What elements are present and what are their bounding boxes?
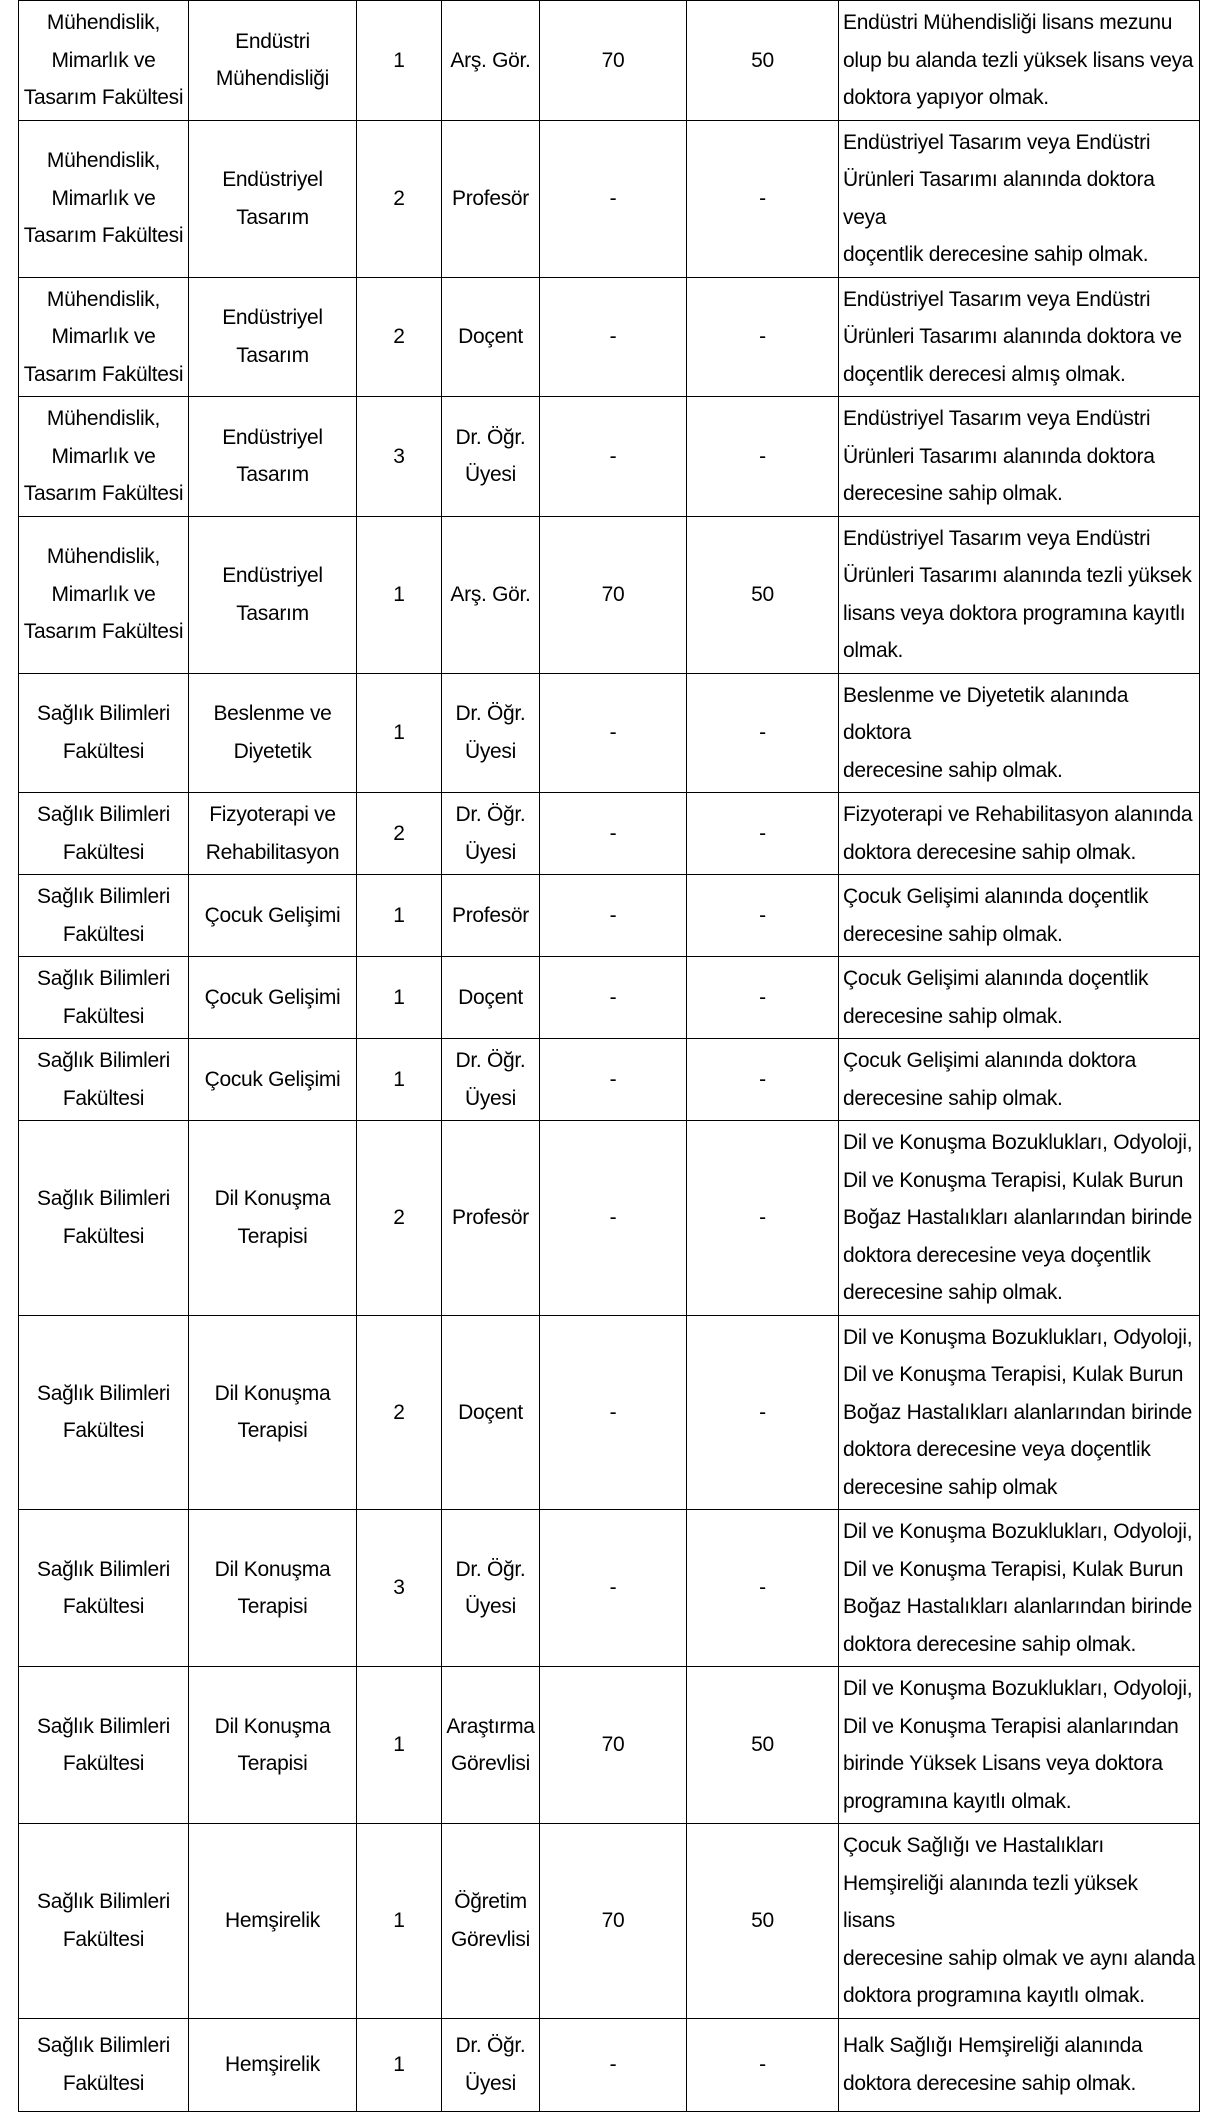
table-row xyxy=(19,1121,1200,1316)
language-score-text: - xyxy=(759,1400,766,1424)
table-body xyxy=(19,1,1200,2112)
ales-score-cell xyxy=(540,1,687,121)
faculty-text: Mühendislik, Mimarlık ve Tasarım Fakültesi xyxy=(23,287,184,386)
language-score-cell xyxy=(687,516,839,673)
department-text: Beslenme ve Diyetetik xyxy=(213,702,332,763)
academic-title-cell xyxy=(442,516,540,673)
language-score-cell xyxy=(687,793,839,875)
position-count-text: 3 xyxy=(393,444,405,468)
requirement-cell xyxy=(839,1039,1200,1121)
ales-score-text: - xyxy=(609,1206,617,1229)
faculty-text: Sağlık Bilimleri Fakültesi xyxy=(37,2034,170,2095)
position-count-cell xyxy=(357,673,442,793)
faculty-cell xyxy=(19,1667,189,1824)
language-score-cell xyxy=(687,1121,839,1316)
academic-title-text: Dr. Öğr. Üyesi xyxy=(455,2034,526,2095)
position-count-cell xyxy=(357,1121,442,1316)
position-count-text: 1 xyxy=(393,1067,405,1091)
academic-title-text: Dr. Öğr. Üyesi xyxy=(455,425,526,487)
table-row xyxy=(19,1824,1200,2019)
ales-score-text: 70 xyxy=(601,1909,625,1932)
ales-score-cell xyxy=(540,1510,687,1667)
requirement-text: Endüstri Mühendisliği lisans mezunu olup bu alanda tezli yüksek lisans veya doktora yapıyor olmak. xyxy=(843,11,1194,109)
faculty-cell xyxy=(19,793,189,875)
requirement-text: Endüstriyel Tasarım veya Endüstri Ürünleri Tasarımı alanında doktora veya doçentlik derecesine sahip olmak. xyxy=(843,130,1155,266)
ales-score-cell xyxy=(540,2018,687,2111)
language-score-text: 50 xyxy=(751,48,774,72)
academic-title-cell xyxy=(442,1,540,121)
language-score-cell xyxy=(687,957,839,1039)
faculty-cell xyxy=(19,1315,189,1510)
position-count-text: 1 xyxy=(393,582,405,606)
department-cell xyxy=(189,1667,357,1824)
table-row xyxy=(19,1,1200,121)
requirement-text: Endüstriyel Tasarım veya Endüstri Ürünleri Tasarımı alanında doktora ve doçentlik derecesi almış olmak. xyxy=(843,287,1182,386)
position-count-cell xyxy=(357,120,442,277)
department-text: Dil Konuşma Terapisi xyxy=(214,1714,331,1775)
position-count-text: 1 xyxy=(393,721,405,744)
faculty-cell xyxy=(19,875,189,957)
academic-title-cell xyxy=(442,1667,540,1824)
ales-score-cell xyxy=(540,957,687,1039)
department-text: Çocuk Gelişimi xyxy=(204,985,341,1009)
department-text: Endüstriyel Tasarım xyxy=(222,425,323,487)
position-count-text: 2 xyxy=(393,325,405,348)
language-score-text: - xyxy=(759,821,766,845)
requirement-text: Çocuk Gelişimi alanında doçentlik derecesine sahip olmak. xyxy=(843,967,1149,1028)
faculty-text: Sağlık Bilimleri Fakültesi xyxy=(37,885,170,946)
faculty-text: Mühendislik, Mimarlık ve Tasarım Fakültesi xyxy=(23,149,184,248)
table-row xyxy=(19,2018,1200,2111)
requirement-text: Dil ve Konuşma Bozuklukları, Odyoloji, Dil ve Konuşma Terapisi, Kulak Burun Boğaz Hastalıkları alanlarından birinde doktora derecesine veya doçentlik derecesine sahip olmak. xyxy=(843,1131,1193,1304)
requirement-cell xyxy=(839,1824,1200,2019)
language-score-cell xyxy=(687,1039,839,1121)
department-text: Hemşirelik xyxy=(224,1909,320,1932)
table-row xyxy=(19,516,1200,673)
faculty-text: Mühendislik, Mimarlık ve Tasarım Fakültesi xyxy=(23,407,184,505)
table-row xyxy=(19,1315,1200,1510)
position-count-text: 1 xyxy=(393,985,405,1009)
table-row xyxy=(19,120,1200,277)
academic-title-cell xyxy=(442,277,540,397)
position-count-cell xyxy=(357,875,442,957)
requirement-text: Çocuk Gelişimi alanında doçentlik derecesine sahip olmak. xyxy=(843,885,1149,946)
ales-score-text: - xyxy=(609,721,617,744)
academic-title-text: Dr. Öğr. Üyesi xyxy=(455,1557,526,1618)
position-count-cell xyxy=(357,1315,442,1510)
department-text: Dil Konuşma Terapisi xyxy=(214,1557,331,1618)
academic-title-text: Dr. Öğr. Üyesi xyxy=(455,1049,526,1110)
position-count-cell xyxy=(357,1667,442,1824)
academic-title-cell xyxy=(442,793,540,875)
faculty-cell xyxy=(19,1039,189,1121)
language-score-text: - xyxy=(759,444,766,468)
position-count-cell xyxy=(357,1,442,121)
ales-score-cell xyxy=(540,397,687,517)
department-cell xyxy=(189,2018,357,2111)
academic-title-text: Doçent xyxy=(458,1400,523,1424)
language-score-text: - xyxy=(759,721,766,744)
department-text: Çocuk Gelişimi xyxy=(204,903,341,927)
faculty-text: Mühendislik, Mimarlık ve Tasarım Fakültesi xyxy=(23,11,184,109)
requirement-cell xyxy=(839,1121,1200,1316)
language-score-cell xyxy=(687,120,839,277)
position-count-text: 1 xyxy=(393,48,405,72)
requirement-cell xyxy=(839,1,1200,121)
position-count-text: 2 xyxy=(393,821,405,845)
ales-score-cell xyxy=(540,1121,687,1316)
table-row xyxy=(19,957,1200,1039)
requirement-cell xyxy=(839,957,1200,1039)
academic-title-text: Doçent xyxy=(458,325,523,348)
position-count-cell xyxy=(357,1824,442,2019)
language-score-cell xyxy=(687,1510,839,1667)
department-cell xyxy=(189,793,357,875)
faculty-text: Sağlık Bilimleri Fakültesi xyxy=(37,702,170,763)
academic-title-text: Profesör xyxy=(452,186,529,210)
requirement-cell xyxy=(839,516,1200,673)
requirement-cell xyxy=(839,875,1200,957)
position-count-text: 1 xyxy=(393,1909,405,1932)
academic-title-cell xyxy=(442,397,540,517)
table-row xyxy=(19,793,1200,875)
requirement-text: Endüstriyel Tasarım veya Endüstri Ürünleri Tasarımı alanında tezli yüksek lisans veya doktora programına kayıtlı olmak. xyxy=(843,526,1192,662)
language-score-text: 50 xyxy=(751,1733,774,1757)
ales-score-text: - xyxy=(609,821,617,845)
department-cell xyxy=(189,397,357,517)
faculty-text: Sağlık Bilimleri Fakültesi xyxy=(37,1187,170,1248)
department-text: Endüstriyel Tasarım xyxy=(222,168,323,229)
ales-score-cell xyxy=(540,277,687,397)
table-row xyxy=(19,1039,1200,1121)
ales-score-cell xyxy=(540,1824,687,2019)
faculty-text: Sağlık Bilimleri Fakültesi xyxy=(37,803,170,864)
department-text: Dil Konuşma Terapisi xyxy=(214,1381,331,1443)
academic-title-cell xyxy=(442,1039,540,1121)
department-text: Fizyoterapi ve Rehabilitasyon xyxy=(205,803,340,864)
academic-title-cell xyxy=(442,120,540,277)
department-cell xyxy=(189,1121,357,1316)
department-text: Endüstri Mühendisliği xyxy=(215,29,330,91)
academic-title-text: Öğretim Görevlisi xyxy=(451,1890,530,1951)
faculty-cell xyxy=(19,397,189,517)
requirement-cell xyxy=(839,120,1200,277)
academic-title-cell xyxy=(442,1824,540,2019)
faculty-cell xyxy=(19,2018,189,2111)
language-score-text: - xyxy=(759,186,766,210)
position-count-text: 2 xyxy=(393,1400,405,1424)
language-score-text: - xyxy=(759,903,766,927)
academic-title-cell xyxy=(442,875,540,957)
academic-title-text: Arş. Gör. xyxy=(450,48,531,72)
position-count-text: 1 xyxy=(393,1733,405,1757)
academic-title-cell xyxy=(442,957,540,1039)
faculty-text: Sağlık Bilimleri Fakültesi xyxy=(37,1890,170,1951)
faculty-cell xyxy=(19,1121,189,1316)
language-score-text: - xyxy=(759,985,766,1009)
requirement-cell xyxy=(839,1315,1200,1510)
ales-score-text: - xyxy=(609,186,617,210)
position-count-text: 2 xyxy=(393,186,405,210)
academic-title-cell xyxy=(442,1315,540,1510)
language-score-text: 50 xyxy=(751,582,774,606)
position-count-text: 1 xyxy=(393,903,405,927)
language-score-text: - xyxy=(759,1067,766,1091)
language-score-cell xyxy=(687,397,839,517)
position-count-cell xyxy=(357,1510,442,1667)
language-score-cell xyxy=(687,1667,839,1824)
academic-title-text: Doçent xyxy=(458,985,523,1009)
faculty-cell xyxy=(19,1824,189,2019)
position-count-text: 1 xyxy=(393,2052,405,2076)
academic-title-text: Dr. Öğr. Üyesi xyxy=(455,702,526,763)
requirement-cell xyxy=(839,673,1200,793)
department-text: Hemşirelik xyxy=(224,2052,320,2076)
faculty-text: Sağlık Bilimleri Fakültesi xyxy=(37,1381,170,1443)
faculty-cell xyxy=(19,277,189,397)
requirement-text: Dil ve Konuşma Bozuklukları, Odyoloji, Dil ve Konuşma Terapisi, Kulak Burun Boğaz Hastalıkları alanlarından birinde doktora derecesine sahip olmak. xyxy=(843,1520,1193,1656)
department-cell xyxy=(189,1039,357,1121)
language-score-text: - xyxy=(759,2052,766,2076)
faculty-text: Sağlık Bilimleri Fakültesi xyxy=(37,1714,170,1775)
faculty-cell xyxy=(19,1,189,121)
department-text: Endüstriyel Tasarım xyxy=(222,306,323,367)
faculty-cell xyxy=(19,673,189,793)
department-cell xyxy=(189,957,357,1039)
ales-score-text: 70 xyxy=(601,1733,625,1757)
requirement-cell xyxy=(839,397,1200,517)
position-count-cell xyxy=(357,277,442,397)
position-count-cell xyxy=(357,793,442,875)
position-count-text: 3 xyxy=(393,1576,405,1600)
ales-score-text: - xyxy=(609,1067,617,1091)
academic-title-text: Profesör xyxy=(452,1206,529,1229)
academic-title-cell xyxy=(442,673,540,793)
ales-score-text: - xyxy=(609,1576,617,1600)
language-score-cell xyxy=(687,277,839,397)
table-row xyxy=(19,277,1200,397)
language-score-cell xyxy=(687,673,839,793)
ales-score-cell xyxy=(540,1315,687,1510)
position-count-cell xyxy=(357,2018,442,2111)
requirement-cell xyxy=(839,1510,1200,1667)
table-row xyxy=(19,397,1200,517)
department-cell xyxy=(189,120,357,277)
ales-score-cell xyxy=(540,1667,687,1824)
academic-title-cell xyxy=(442,1121,540,1316)
table-row xyxy=(19,1667,1200,1824)
department-text: Dil Konuşma Terapisi xyxy=(214,1187,331,1248)
position-count-cell xyxy=(357,957,442,1039)
department-cell xyxy=(189,673,357,793)
academic-title-text: Arş. Gör. xyxy=(450,582,531,606)
table-row xyxy=(19,1510,1200,1667)
requirement-cell xyxy=(839,2018,1200,2111)
ales-score-cell xyxy=(540,120,687,277)
ales-score-text: - xyxy=(609,985,617,1009)
language-score-cell xyxy=(687,2018,839,2111)
faculty-text: Sağlık Bilimleri Fakültesi xyxy=(37,1049,170,1110)
language-score-cell xyxy=(687,1824,839,2019)
department-cell xyxy=(189,1510,357,1667)
language-score-cell xyxy=(687,1,839,121)
staff-positions-table-page xyxy=(18,0,1199,2112)
language-score-cell xyxy=(687,875,839,957)
language-score-text: - xyxy=(759,325,766,348)
position-count-cell xyxy=(357,397,442,517)
requirement-cell xyxy=(839,1667,1200,1824)
faculty-cell xyxy=(19,957,189,1039)
staff-positions-table xyxy=(18,0,1200,2112)
academic-title-cell xyxy=(442,2018,540,2111)
department-cell xyxy=(189,1824,357,2019)
ales-score-cell xyxy=(540,1039,687,1121)
department-cell xyxy=(189,277,357,397)
language-score-cell xyxy=(687,1315,839,1510)
department-text: Endüstriyel Tasarım xyxy=(222,564,323,625)
academic-title-text: Profesör xyxy=(452,903,529,927)
language-score-text: - xyxy=(759,1576,766,1600)
academic-title-text: Araştırma Görevlisi xyxy=(446,1714,535,1775)
requirement-text: Fizyoterapi ve Rehabilitasyon alanında doktora derecesine sahip olmak. xyxy=(843,803,1193,864)
ales-score-text: - xyxy=(609,325,617,348)
academic-title-text: Dr. Öğr. Üyesi xyxy=(455,803,526,864)
requirement-text: Beslenme ve Diyetetik alanında doktora derecesine sahip olmak. xyxy=(843,683,1129,782)
department-cell xyxy=(189,516,357,673)
requirement-text: Dil ve Konuşma Bozuklukları, Odyoloji, Dil ve Konuşma Terapisi alanlarından birinde Yüksek Lisans veya doktora programına kayıtlı olmak. xyxy=(843,1677,1193,1813)
requirement-cell xyxy=(839,277,1200,397)
position-count-text: 2 xyxy=(393,1206,405,1229)
requirement-text: Çocuk Gelişimi alanında doktora derecesine sahip olmak. xyxy=(843,1049,1137,1110)
ales-score-cell xyxy=(540,793,687,875)
faculty-cell xyxy=(19,516,189,673)
faculty-cell xyxy=(19,1510,189,1667)
academic-title-cell xyxy=(442,1510,540,1667)
department-cell xyxy=(189,875,357,957)
requirement-text: Endüstriyel Tasarım veya Endüstri Ürünleri Tasarımı alanında doktora derecesine sahip olmak. xyxy=(843,407,1155,505)
ales-score-text: 70 xyxy=(601,48,625,72)
ales-score-cell xyxy=(540,875,687,957)
department-cell xyxy=(189,1,357,121)
position-count-cell xyxy=(357,516,442,673)
ales-score-text: - xyxy=(609,2052,617,2076)
requirement-text: Çocuk Sağlığı ve Hastalıkları Hemşireliği alanında tezli yüksek lisans derecesine sahip olmak ve aynı alanda doktora programına kayıtlı olmak. xyxy=(843,1834,1195,2007)
requirement-cell xyxy=(839,793,1200,875)
faculty-cell xyxy=(19,120,189,277)
department-cell xyxy=(189,1315,357,1510)
department-text: Çocuk Gelişimi xyxy=(204,1067,341,1091)
ales-score-cell xyxy=(540,516,687,673)
table-row xyxy=(19,875,1200,957)
ales-score-text: - xyxy=(609,903,617,927)
requirement-text: Dil ve Konuşma Bozuklukları, Odyoloji, Dil ve Konuşma Terapisi, Kulak Burun Boğaz Hastalıkları alanlarından birinde doktora derecesine veya doçentlik derecesine sahip olmak xyxy=(843,1325,1193,1499)
ales-score-cell xyxy=(540,673,687,793)
ales-score-text: - xyxy=(609,1400,617,1424)
language-score-text: 50 xyxy=(751,1909,774,1932)
language-score-text: - xyxy=(759,1206,766,1229)
requirement-text: Halk Sağlığı Hemşireliği alanında doktora derecesine sahip olmak. xyxy=(843,2034,1143,2095)
ales-score-text: - xyxy=(609,444,617,468)
position-count-cell xyxy=(357,1039,442,1121)
faculty-text: Sağlık Bilimleri Fakültesi xyxy=(37,967,170,1028)
table-row xyxy=(19,673,1200,793)
faculty-text: Sağlık Bilimleri Fakültesi xyxy=(37,1557,170,1618)
faculty-text: Mühendislik, Mimarlık ve Tasarım Fakültesi xyxy=(23,545,184,644)
ales-score-text: 70 xyxy=(601,582,625,606)
